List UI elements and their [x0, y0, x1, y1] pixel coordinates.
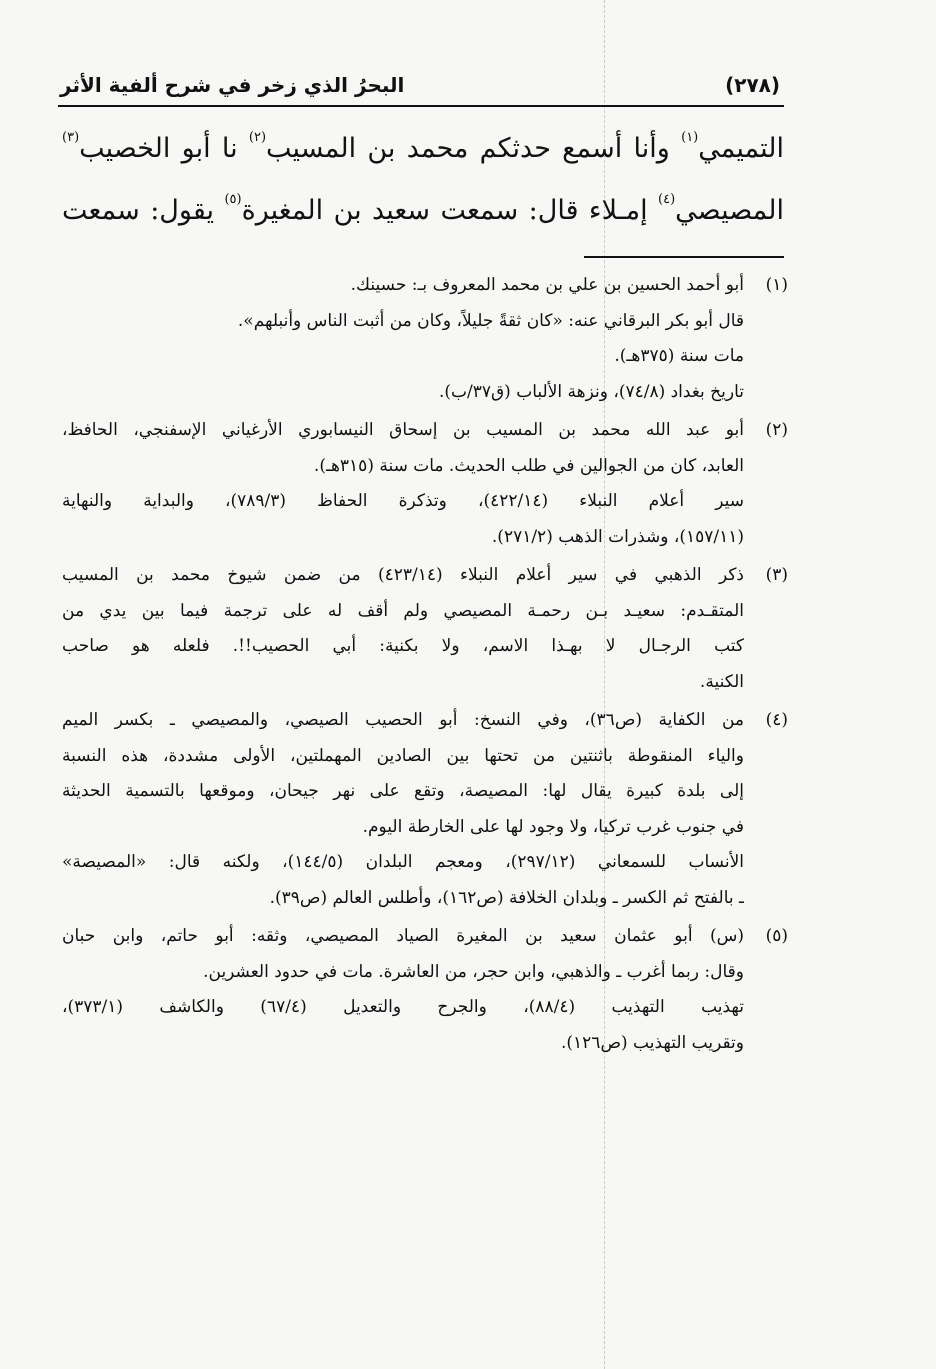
footnote-line: إلى بلدة كبيرة يقال لها: المصيصة، وتقع على نهر جيحان، وموقعها بالتسمية الحديثة [62, 781, 744, 801]
footnote-line: سير أعلام النبلاء (٤٢٢/١٤)، وتذكرة الحفاظ (٧٨٩/٣)، والبداية والنهاية [62, 491, 744, 511]
footnote-line: المتقـدم: سعيـد بـن رحمـة المصيصي ولم أقف له على ترجمة فيما بين يدي من [62, 600, 744, 621]
footnote-line: (١٥٧/١١)، وشذرات الذهب (٢٧١/٢). [491, 526, 744, 547]
footnote-ref-3: (٣) [62, 130, 80, 145]
footnote-4 [62, 703, 788, 916]
footnote-line: قال أبو بكر البرقاني عنه: «كان ثقةً جليلاً، وكان من أثبت الناس وأنبلهم». [237, 310, 744, 331]
page-number: (٢٧٨) [725, 73, 780, 97]
main-text-segment: يقول: سمعت [62, 195, 225, 226]
main-text-segment: وأنا أسمع حدثكم محمد بن المسيب [266, 133, 682, 164]
footnote-number: (٥) [765, 926, 788, 946]
footnote-line: وتقريب التهذيب (ص١٢٦). [560, 1032, 744, 1053]
footnote-ref-1: (١) [681, 130, 699, 145]
footnote-number: (١) [765, 275, 788, 295]
footnote-line: من الكفاية (ص٣٦)، وفي النسخ: أبو الحصيب الصيصي، والمصيصي ـ بكسر الميم [62, 710, 744, 730]
main-text-segment: المصيصي [675, 195, 784, 226]
footnote-ref-2: (٢) [248, 130, 267, 145]
footnote-line: الكنية. [699, 671, 744, 692]
footnote-line: والياء المنقوطة باثنتين من تحتها بين الصادين المهملتين، الأولى مشددة، هذه النسبة [62, 745, 744, 766]
footnote-line: في جنوب غرب تركيا، ولا وجود لها على الخارطة اليوم. [362, 816, 744, 837]
footnote-line: ـ بالفتح ثم الكسر ـ وبلدان الخلافة (ص١٦٢)، وأطلس العالم (ص٣٩). [269, 887, 744, 908]
footnote-line: الأنساب للسمعاني (٢٩٧/١٢)، ومعجم البلدان (١٤٤/٥)، ولكنه قال: «المصيصة» [62, 852, 744, 872]
footnote-line: أبو أحمد الحسين بن علي بن محمد المعروف بـ: حسينك. [350, 275, 744, 295]
main-text-segment: نا أبو الخصيب [79, 133, 249, 164]
footnote-body [62, 413, 744, 555]
footnote-body [62, 919, 744, 1061]
footnote-number: (٤) [765, 710, 788, 730]
footnote-line: تهذيب التهذيب (٨٨/٤)، والجرح والتعديل (٦٧/٤) والكاشف (٣٧٣/١)، [62, 997, 744, 1017]
footnote-line: كتب الرجـال لا بهـذا الاسم، ولا بكنية: أبي الحصيب!!. فلعله هو صاحب [62, 636, 744, 656]
footnote-body [62, 558, 744, 700]
footnote-2 [62, 413, 788, 555]
header-rule [58, 105, 784, 107]
footnote-number: (٢) [765, 420, 788, 440]
footnote-line: وقال: ربما أغرب ـ والذهبي، وابن حجر، من العاشرة. مات في حدود العشرين. [203, 961, 744, 982]
footnote-ref-5: (٥) [224, 192, 242, 207]
main-text-segment: التميمي [698, 133, 784, 164]
footnote-line: ذكر الذهبي في سير أعلام النبلاء (٤٢٣/١٤) من ضمن شيوخ محمد بن المسيب [62, 565, 744, 585]
footnote-ref-4: (٤) [658, 192, 676, 207]
footnote-body [62, 703, 744, 916]
footnote-line: أبو عبد الله محمد بن المسيب بن إسحاق النيسابوري الأرغياني الإسفنجي، الحافظ، [62, 420, 744, 440]
main-text [62, 118, 784, 242]
footnote-3 [62, 558, 788, 700]
footnote-body [62, 268, 744, 410]
footnotes [62, 268, 788, 1064]
book-title: البحرُ الذي زخر في شرح ألفية الأثر [60, 73, 405, 97]
footnotes-separator [584, 256, 784, 258]
page-header [60, 68, 780, 102]
footnote-line: تاريخ بغداد (٧٤/٨)، ونزهة الألباب (ق٣٧/ب). [438, 381, 744, 402]
main-line-2 [62, 180, 784, 242]
footnote-line: مات سنة (٣٧٥هـ). [614, 346, 744, 366]
footnote-line: العابد، كان من الجوالين في طلب الحديث. مات سنة (٣١٥هـ). [313, 455, 744, 476]
footnote-number: (٣) [765, 565, 788, 585]
footnote-line: (س) أبو عثمان سعيد بن المغيرة الصياد المصيصي، وثقه: أبو حاتم، وابن حبان [62, 926, 744, 946]
footnote-5 [62, 919, 788, 1061]
main-line-1 [62, 118, 784, 180]
footnote-1 [62, 268, 788, 410]
main-text-segment: إمـلاء قال: سمعت سعيد بن المغيرة [241, 195, 659, 226]
